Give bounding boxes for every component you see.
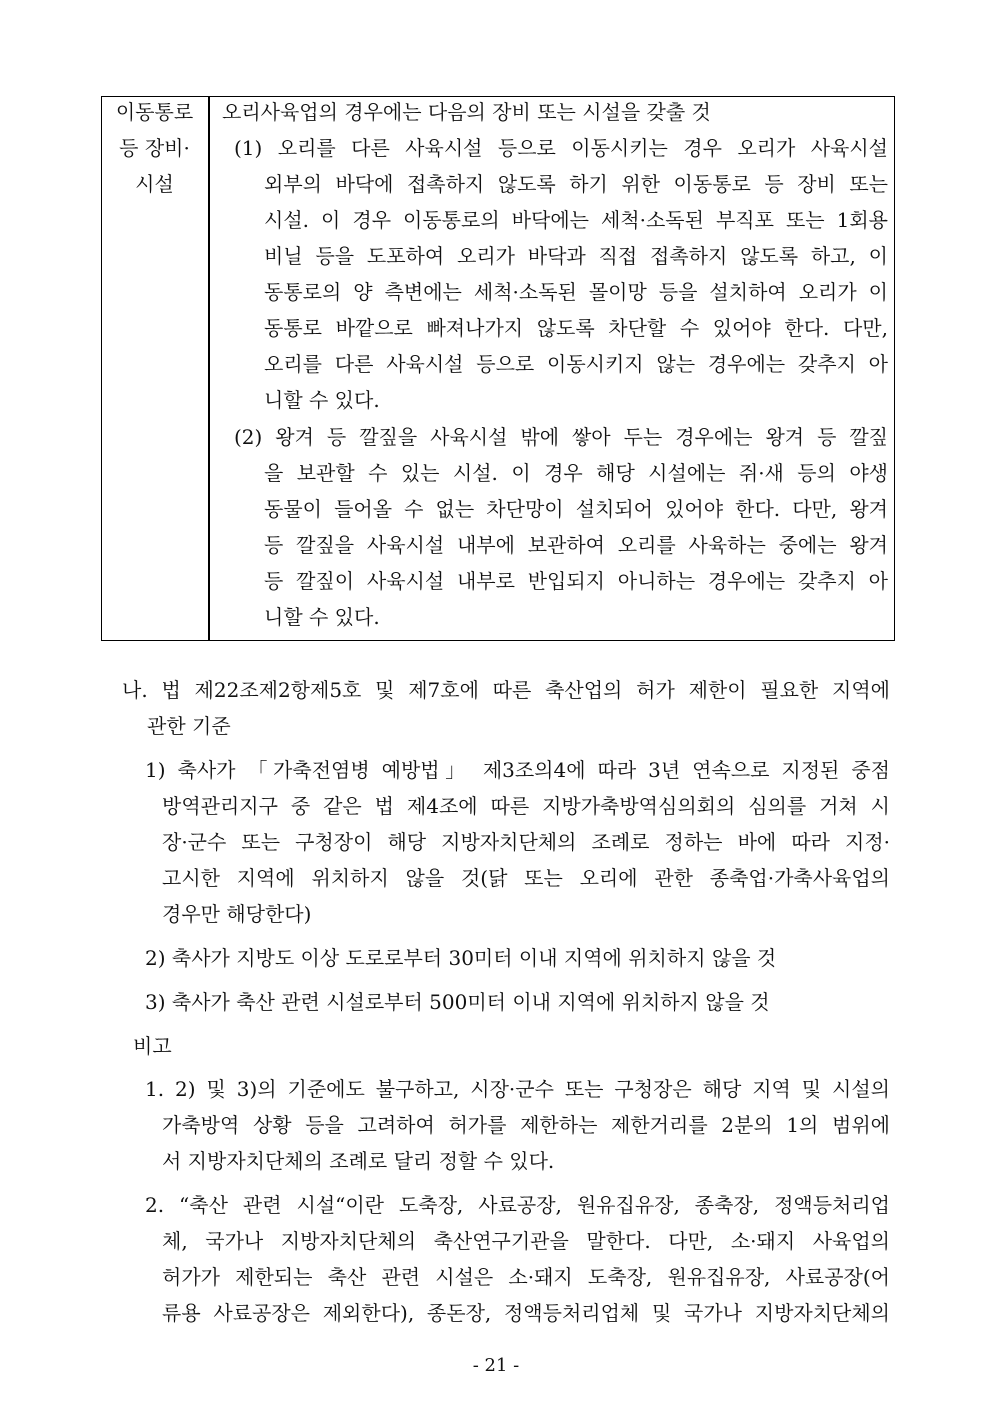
item1-line: 동통로의 양 측변에는 세척·소독된 몰이망 등을 설치하여 오리가 이 [264, 280, 888, 304]
section-heading-cont: 관한 기준 [147, 714, 231, 738]
rule1-line: 경우만 해당한다) [162, 902, 312, 926]
remark1-line: 서 지방자치단체의 조례로 달리 정할 수 있다. [162, 1149, 555, 1173]
item2-line: 동물이 들어올 수 없는 차단망이 설치되어 있어야 한다. 다만, 왕겨 [264, 497, 888, 521]
table-label-line-1: 이동통로 [115, 100, 194, 124]
remark1-line: 1. 2) 및 3)의 기준에도 불구하고, 시장·군수 또는 구청장은 해당 지역 및 시설의 [145, 1077, 890, 1101]
page-number: - 21 - [472, 1355, 520, 1376]
rule1-line: 1) 축사가 「가축전염병 예방법」 제3조의4에 따라 3년 연속으로 지정된 중점 [145, 758, 890, 782]
item2-line: 등 깔짚을 사육시설 내부에 보관하여 오리를 사육하는 중에는 왕겨 [264, 533, 888, 557]
remark1-line: 가축방역 상황 등을 고려하여 허가를 제한하는 제한거리를 2분의 1의 범위에 [162, 1113, 890, 1137]
remark2-line: 류용 사료공장은 제외한다), 종돈장, 정액등처리업체 및 국가나 지방자치단체의 [162, 1301, 890, 1325]
item1-line: 시설. 이 경우 이동통로의 바닥에는 세척·소독된 부직포 또는 1회용 [264, 208, 888, 232]
remark2-line: 허가가 제한되는 축산 관련 시설은 소·돼지 도축장, 원유집유장, 사료공장(어 [162, 1265, 890, 1289]
item2-line: 니할 수 있다. [264, 605, 380, 629]
section-heading: 나. 법 제22조제2항제5호 및 제7호에 따른 축산업의 허가 제한이 필요한 지역에 [122, 678, 890, 702]
table-intro: 오리사육업의 경우에는 다음의 장비 또는 시설을 갖출 것 [222, 100, 711, 124]
remark2-line: 체, 국가나 지방자치단체의 축산연구기관을 말한다. 다만, 소·돼지 사육업의 [162, 1229, 890, 1253]
item1-line: 오리를 다른 사육시설 등으로 이동시키지 않는 경우에는 갖추지 아 [264, 352, 888, 376]
item1-line: (1) 오리를 다른 사육시설 등으로 이동시키는 경우 오리가 사육시설 [234, 136, 888, 160]
item2-line: 을 보관할 수 있는 시설. 이 경우 해당 시설에는 쥐·새 등의 야생 [264, 461, 888, 485]
item1-line: 외부의 바닥에 접촉하지 않도록 하기 위한 이동통로 등 장비 또는 [264, 172, 888, 196]
rule1-line: 고시한 지역에 위치하지 않을 것(닭 또는 오리에 관한 종축업·가축사육업의 [162, 866, 890, 890]
table-label-line-3: 시설 [135, 172, 174, 196]
item1-line: 동통로 바깥으로 빠져나가지 않도록 차단할 수 있어야 한다. 다만, [264, 316, 888, 340]
item1-line: 비닐 등을 도포하여 오리가 바닥과 직접 접촉하지 않도록 하고, 이 [264, 244, 888, 268]
item2-line: 등 깔짚이 사육시설 내부로 반입되지 아니하는 경우에는 갖추지 아 [264, 569, 888, 593]
rule1-line: 장·군수 또는 구청장이 해당 지방자치단체의 조례로 정하는 바에 따라 지정· [162, 830, 890, 854]
rule1-line: 방역관리지구 중 같은 법 제4조에 따른 지방가축방역심의회의 심의를 거쳐 시 [162, 794, 890, 818]
remarks-title: 비고 [133, 1034, 172, 1058]
item2-line: (2) 왕겨 등 깔짚을 사육시설 밖에 쌓아 두는 경우에는 왕겨 등 깔짚 [234, 425, 888, 449]
rule2: 2) 축사가 지방도 이상 도로로부터 30미터 이내 지역에 위치하지 않을 것 [145, 946, 777, 970]
rule3: 3) 축사가 축산 관련 시설로부터 500미터 이내 지역에 위치하지 않을 것 [145, 990, 770, 1014]
table-label-line-2: 등 장비· [119, 136, 190, 160]
remark2-line: 2. “축산 관련 시설“이란 도축장, 사료공장, 원유집유장, 종축장, 정액등처리업 [145, 1193, 890, 1217]
item1-line: 니할 수 있다. [264, 388, 380, 412]
table-column-divider [208, 96, 210, 641]
